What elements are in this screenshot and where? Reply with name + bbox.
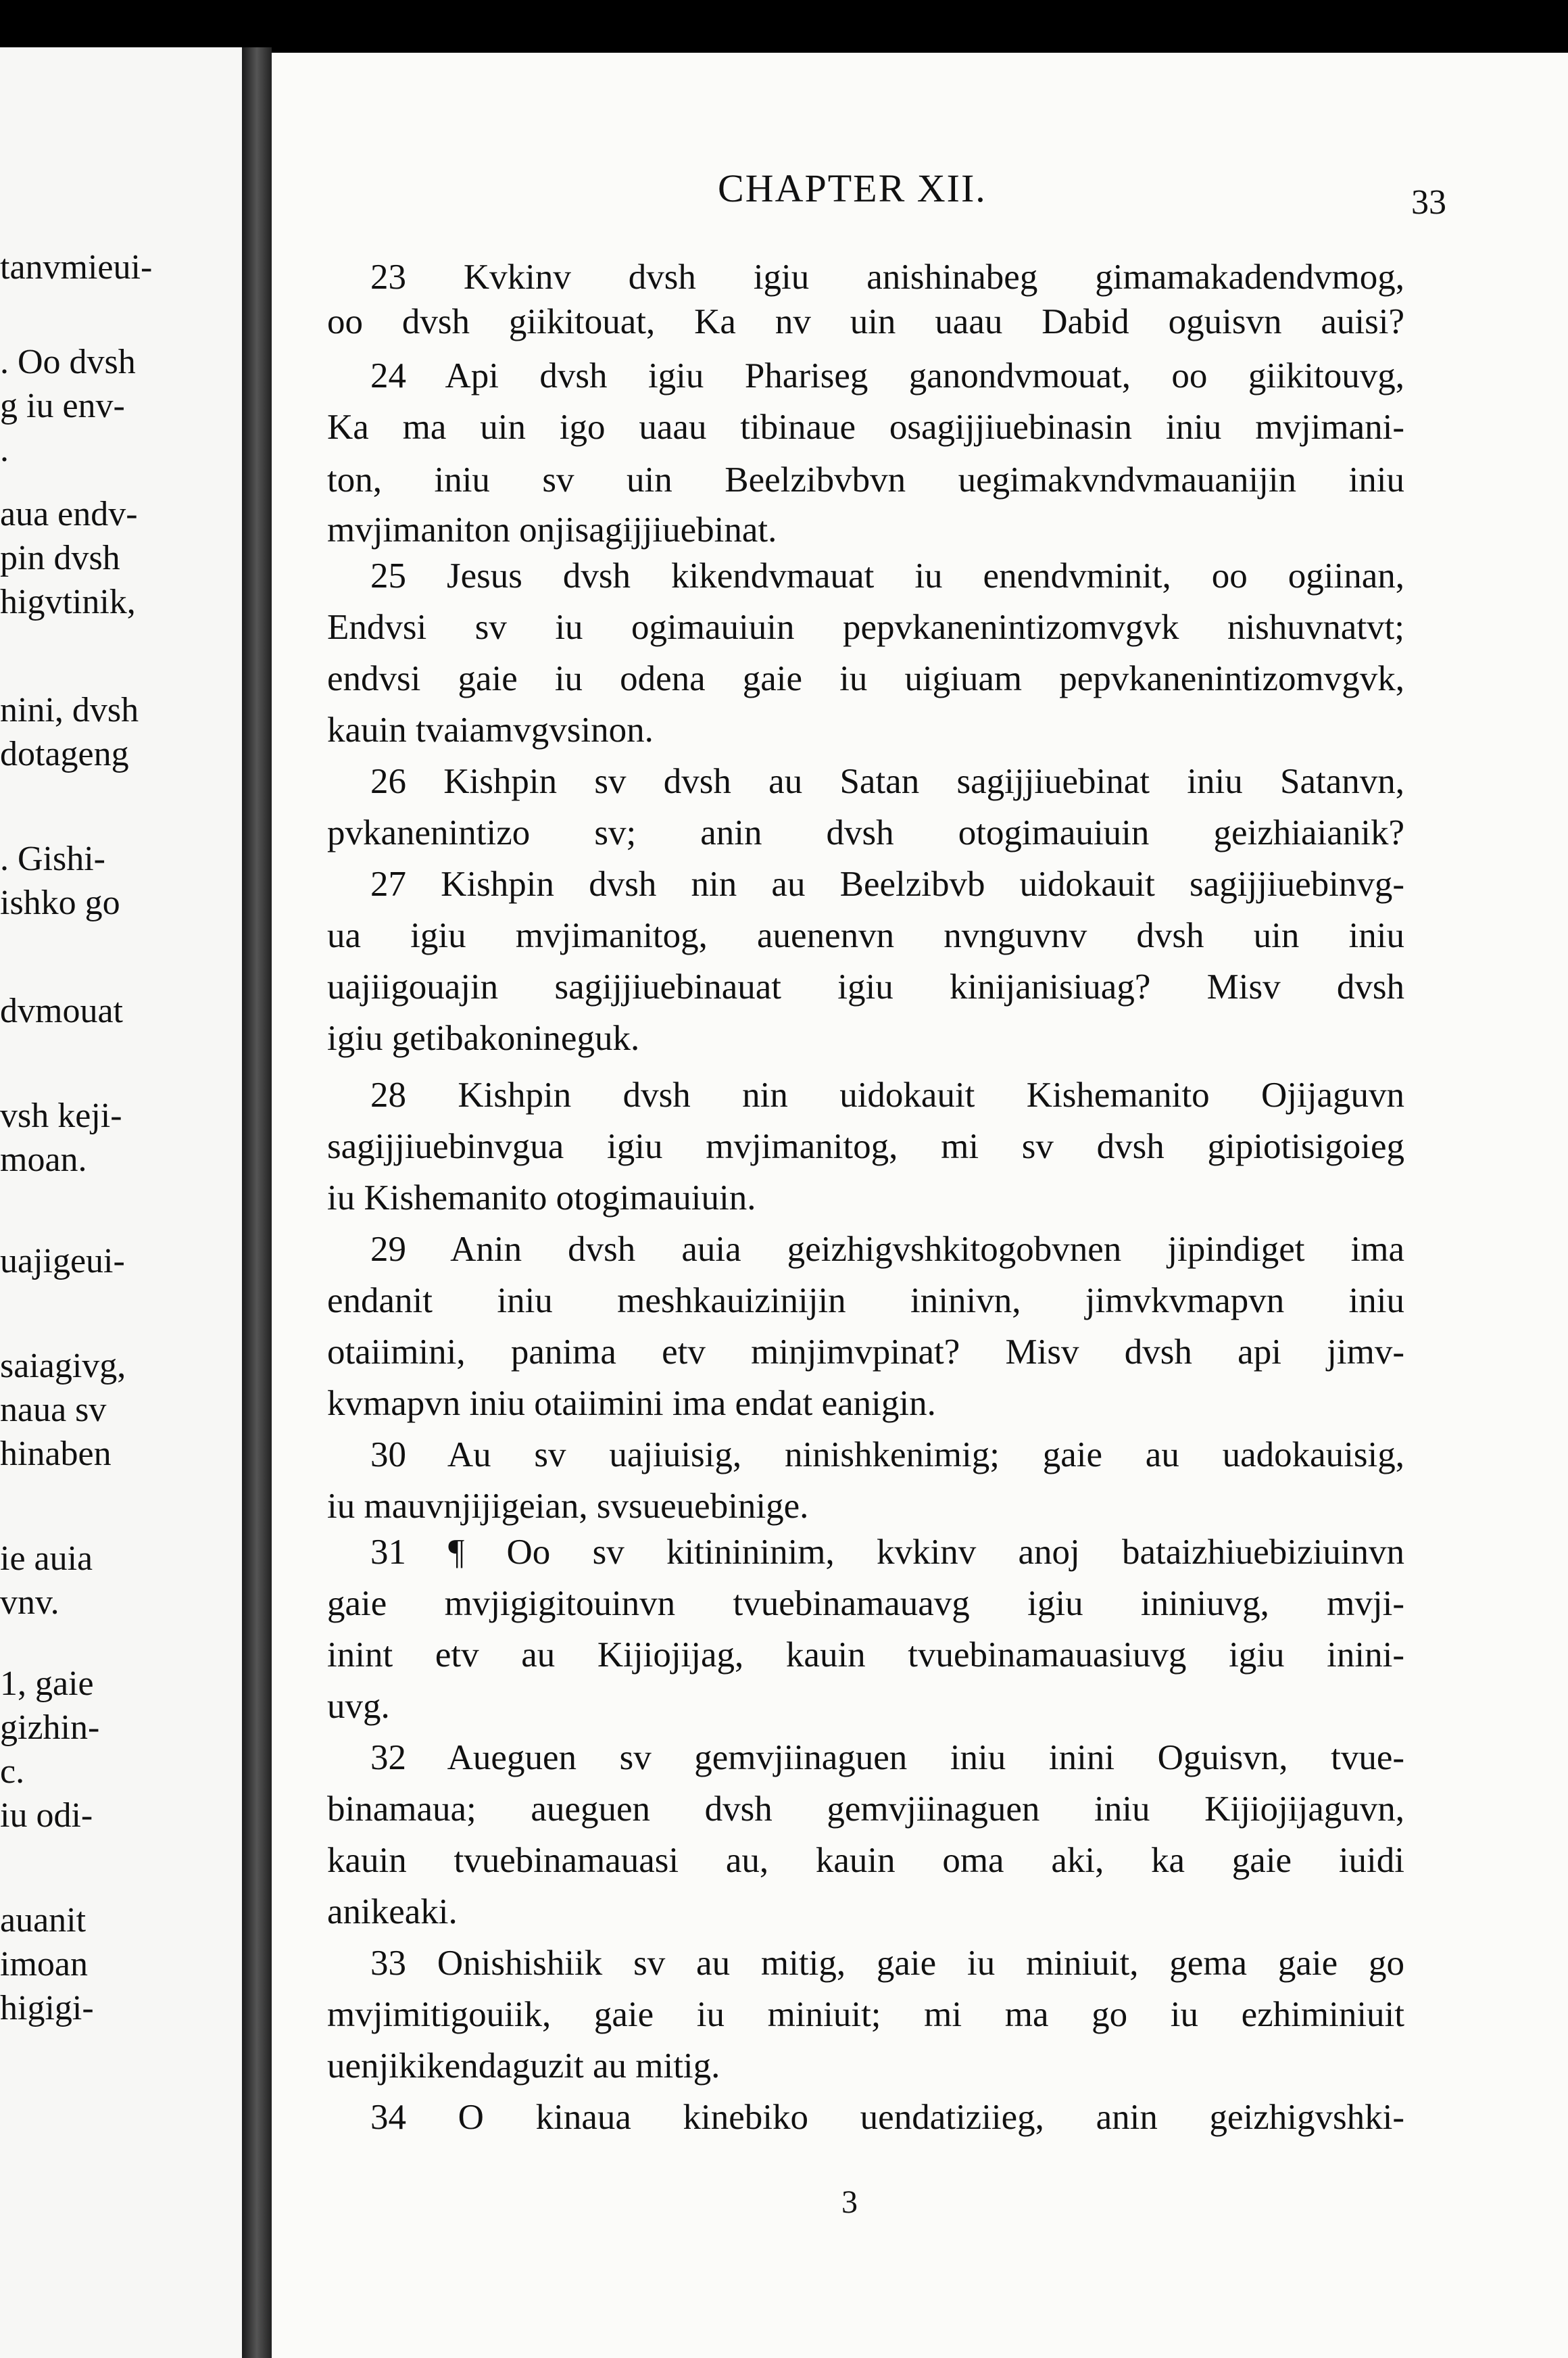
- text-line: 31 ¶ Oo sv kitinininim, kvkinv anoj bataizhiuebiziuinvn: [370, 1533, 1404, 1572]
- facing-page-fragment: c.: [0, 1752, 25, 1791]
- facing-page-fragment: aua endv-: [0, 495, 138, 533]
- facing-page-fragment: pin dvsh: [0, 539, 120, 577]
- text-line: pvkanenintizo sv; anin dvsh otogimauiuin geizhiaianik?: [327, 813, 1404, 852]
- facing-page-fragment: . Oo dvsh: [0, 343, 136, 381]
- text-line: ton, iniu sv uin Beelzibvbvn uegimakvndvmauanijin iniu: [327, 460, 1404, 500]
- facing-page-fragment: iu odi-: [0, 1796, 93, 1835]
- book-gutter: [242, 47, 272, 2358]
- text-line: 32 Aueguen sv gemvjiinaguen iniu inini Oguisvn, tvue-: [370, 1738, 1404, 1777]
- text-line: 29 Anin dvsh auia geizhigvshkitogobvnen jipindiget ima: [370, 1230, 1404, 1269]
- text-line: binamaua; aueguen dvsh gemvjiinaguen iniu Kijiojijaguvn,: [327, 1789, 1404, 1829]
- facing-page-fragment: 1, gaie: [0, 1664, 94, 1703]
- text-line: otaiimini, panima etv minjimvpinat? Misv dvsh api jimv-: [327, 1332, 1404, 1372]
- text-line: Ka ma uin igo uaau tibinaue osagijjiuebinasin iniu mvjimani-: [327, 408, 1404, 447]
- facing-page-fragment: vnv.: [0, 1583, 59, 1622]
- text-line: iu Kishemanito otogimauiuin.: [327, 1178, 756, 1218]
- facing-page-fragment: g iu env-: [0, 387, 125, 425]
- facing-page-fragment: vsh keji-: [0, 1097, 122, 1135]
- text-line: 26 Kishpin sv dvsh au Satan sagijjiuebinat iniu Satanvn,: [370, 762, 1404, 801]
- chapter-heading: CHAPTER XII.: [718, 166, 987, 210]
- text-line: 23 Kvkinv dvsh igiu anishinabeg gimamakadendvmog,: [370, 258, 1404, 297]
- text-line: kvmapvn iniu otaiimini ima endat eanigin.: [327, 1384, 936, 1423]
- text-line: kauin tvuebinamauasi au, kauin oma aki, ka gaie iuidi: [327, 1841, 1404, 1880]
- facing-page-fragment: dotageng: [0, 735, 129, 773]
- text-line: mvjimitigouiik, gaie iu miniuit; mi ma go iu ezhiminiuit: [327, 1995, 1404, 2034]
- facing-page-fragment: tanvmieui-: [0, 248, 153, 287]
- text-line: 28 Kishpin dvsh nin uidokauit Kishemanito Ojijaguvn: [370, 1076, 1404, 1115]
- facing-page-fragment: dvmouat: [0, 992, 123, 1030]
- text-line: 34 O kinaua kinebiko uendatiziieg, anin geizhigvshki-: [370, 2098, 1404, 2137]
- facing-page-fragment: naua sv: [0, 1391, 107, 1429]
- facing-page-fragment: ie auia: [0, 1539, 93, 1578]
- text-line: mvjimaniton onjisagijjiuebinat.: [327, 510, 777, 550]
- facing-page-fragment: gizhin-: [0, 1708, 100, 1747]
- facing-page-fragment: imoan: [0, 1945, 88, 1983]
- page-number: 33: [1411, 183, 1446, 222]
- text-line: iu mauvnjijigeian, svsueuebinige.: [327, 1487, 809, 1526]
- facing-page-fragment: higigi-: [0, 1989, 94, 2027]
- facing-page-fragment: moan.: [0, 1140, 87, 1179]
- text-line: uenjikikendaguzit au mitig.: [327, 2046, 720, 2086]
- text-line: 27 Kishpin dvsh nin au Beelzibvb uidokauit sagijjiuebinvg-: [370, 865, 1404, 904]
- text-line: 24 Api dvsh igiu Phariseg ganondvmouat, oo giikitouvg,: [370, 356, 1404, 395]
- text-line: 33 Onishishiik sv au mitig, gaie iu miniuit, gema gaie go: [370, 1944, 1404, 1983]
- text-line: 25 Jesus dvsh kikendvmauat iu enendvminit, oo ogiinan,: [370, 556, 1404, 596]
- text-line: anikeaki.: [327, 1892, 458, 1931]
- facing-page-fragment: ishko go: [0, 884, 120, 922]
- signature-mark: 3: [841, 2184, 858, 2220]
- facing-page-fragment: auanit: [0, 1901, 87, 1940]
- facing-page-fragment: uajigeui-: [0, 1242, 125, 1280]
- text-line: endanit iniu meshkauizinijin ininivn, jimvkvmapvn iniu: [327, 1281, 1404, 1320]
- text-line: Endvsi sv iu ogimauiuin pepvkanenintizomvgvk nishuvnatvt;: [327, 608, 1404, 647]
- facing-page-fragment: higvtinik,: [0, 583, 136, 621]
- facing-page-fragment: . Gishi-: [0, 840, 105, 878]
- text-line: uajiigouajin sagijjiuebinauat igiu kinijanisiuag? Misv dvsh: [327, 967, 1404, 1007]
- text-line: kauin tvaiamvgvsinon.: [327, 711, 654, 750]
- text-line: endvsi gaie iu odena gaie iu uigiuam pepvkanenintizomvgvk,: [327, 659, 1404, 698]
- facing-page-fragment: nini, dvsh: [0, 691, 139, 729]
- text-line: inint etv au Kijiojijag, kauin tvuebinamauasiuvg igiu inini-: [327, 1635, 1404, 1675]
- text-line: uvg.: [327, 1687, 390, 1726]
- text-line: oo dvsh giikitouat, Ka nv uin uaau Dabid oguisvn auisi?: [327, 302, 1404, 341]
- text-line: 30 Au sv uajiuisig, ninishkenimig; gaie au uadokauisig,: [370, 1435, 1404, 1474]
- facing-page: [0, 47, 242, 2358]
- facing-page-fragment: hinaben: [0, 1435, 112, 1473]
- text-line: gaie mvjigigitouinvn tvuebinamauavg igiu ininiuvg, mvji-: [327, 1584, 1404, 1623]
- text-line: ua igiu mvjimanitog, auenenvn nvnguvnv dvsh uin iniu: [327, 916, 1404, 955]
- facing-page-fragment: saiagivg,: [0, 1347, 126, 1385]
- text-line: sagijjiuebinvgua igiu mvjimanitog, mi sv dvsh gipiotisigoieg: [327, 1127, 1404, 1166]
- facing-page-fragment: .: [0, 431, 9, 469]
- text-line: igiu getibakonineguk.: [327, 1019, 640, 1058]
